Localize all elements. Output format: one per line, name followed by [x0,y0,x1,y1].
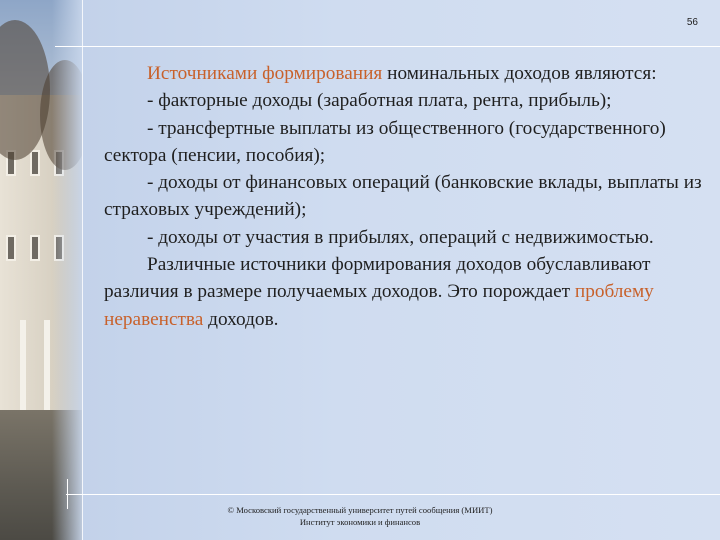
photo-window [6,235,16,261]
photo-window [30,235,40,261]
page-number: 56 [686,17,698,28]
list-item: - доходы от финансовых операций (банковские вклады, выплаты из страховых учреждений); [104,172,702,221]
top-divider [55,46,720,47]
corner-tick [67,479,68,509]
photo-fade [52,0,82,540]
highlight-inequality: проблему неравенства [104,281,654,330]
photo-column [20,320,26,410]
building-photo [0,0,82,540]
conclusion-paragraph [104,251,704,333]
slide-body [104,60,704,333]
footer-institute: Институт экономики и финансов [299,517,421,527]
photo-column [44,320,50,410]
conclusion-end: доходов. [203,308,279,330]
list-item: - трансфертные выплаты из общественного (государственного) сектора (пенсии, пособия); [104,117,666,166]
list-item: - доходы от участия в прибылях, операций с недвижимостью. [147,226,654,248]
bottom-divider [66,494,720,495]
intro-rest: номинальных доходов являются: [382,63,657,84]
footer-university: © Московский государственный университет путей сообщения (МИИТ) [227,505,493,515]
footer [170,504,550,528]
intro-paragraph [104,60,704,87]
photo-window [30,150,40,176]
highlight-sources: Источниками формирования [147,63,383,84]
list-item: - факторные доходы (заработная плата, рента, прибыль); [147,90,612,112]
left-divider [82,0,83,540]
conclusion-start: Различные источники формирования доходов обуславливают различия в размере получаемых доходов. Это порождает [104,254,651,303]
